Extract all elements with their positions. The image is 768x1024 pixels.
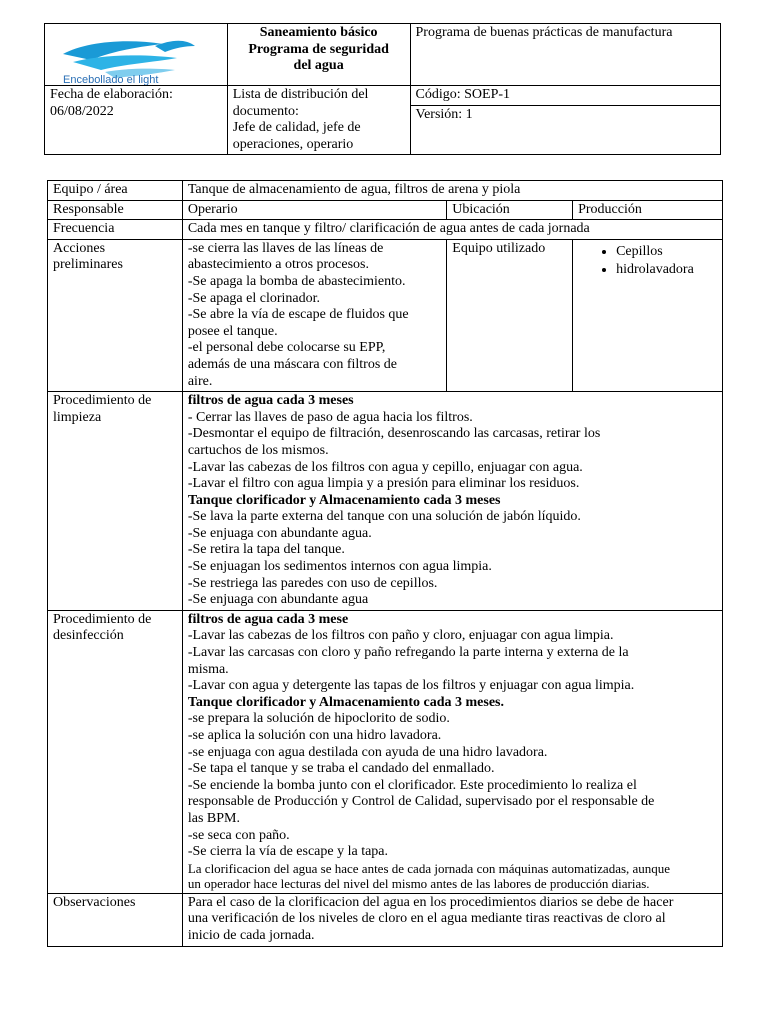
list-item: • hidrolavadora [616, 261, 717, 279]
row-equipo: Equipo / área Tanque de almacenamiento de agua, filtros de arena y piola [48, 181, 723, 201]
document-title: Saneamiento básico Programa de seguridad del agua [227, 24, 410, 86]
procedure-table [47, 180, 723, 947]
logo [45, 24, 228, 86]
codigo: Código: SOEP-1 [410, 86, 720, 106]
acciones-list: -se cierra las llaves de las líneas de abastecimiento a otros procesos. -Se apaga la bomba de abastecimiento. -Se apaga el clorinador. -Se abre la vía de escape de fluidos que posee el tanque. -el personal debe colocarse su EPP, además de una máscara con filtros de aire. [182, 239, 446, 391]
equipo-utilizado-list [573, 239, 723, 391]
observaciones-content: Para el caso de la clorificacion del agua en los procedimientos diarios se debe de hacer una verificación de los niveles de cloro en el agua mediante tiras reactivas de cloro al inicio de cada jornada. [182, 893, 722, 946]
document-header [44, 23, 721, 155]
limpieza-content: filtros de agua cada 3 meses - Cerrar las llaves de paso de agua hacia los filtros. -Desmontar el equipo de filtración, desenroscando las carcasas, retirar los cartuchos de los mismos. -Lavar las cabezas de los filtros con agua y cepillo, enjuagar con agua. -Lavar el filtro con agua limpia y a presión para eliminar los residuos. Tanque clorificador y Almacenamiento cada 3 meses -Se lava la parte externa del tanque con una solución de jabón líquido. -Se enjuaga con abundante agua. -Se retira la tapa del tanque. -Se enjuagan los sedimentos internos con agua limpia. -Se restriega las paredes con uso de cepillos. -Se enjuaga con abundante agua [182, 392, 722, 611]
row-procedimiento-desinfeccion: Procedimiento de desinfección filtros de agua cada 3 mese -Lavar las cabezas de los filtros con paño y cloro, enjuagar con agua limpia. -Lavar las carcasas con cloro y paño refregando la parte interna y externa de la misma. -Lavar con agua y detergente las tapas de los filtros y enjuagar con agua limpia. Tanque clorificador y Almacenamiento cada 3 meses. -se prepara la solución de hipoclorito de sodio. -se aplica la solución con una hidro lavadora. -se enjuaga con agua destilada con ayuda de una hidro lavadora. -Se tapa el tanque y se traba el candado del enmallado. -Se enciende la bomba junto con el clorificador. Este procedimiento lo realiza el responsable de Producción y Control de Calidad, supervisado por el responsable de las BPM. -se seca con paño. -Se cierra la vía de escape y la tapa. La clorificacion del agua se hace antes de cada jornada con máquinas automatizadas, aunque un operador hace lecturas del nivel del mismo antes de las labores de producción diarias. [48, 610, 723, 893]
version: Versión: 1 [410, 106, 720, 155]
program-name: Programa de buenas prácticas de manufactura [410, 24, 720, 86]
row-frecuencia: Frecuencia Cada mes en tanque y filtro/ clarificación de agua antes de cada jornada [48, 220, 723, 240]
row-acciones-preliminares: Acciones preliminares -se cierra las llaves de las líneas de abastecimiento a otros procesos. -Se apaga la bomba de abastecimiento. -Se apaga el clorinador. -Se abre la vía de escape de fluidos que posee el tanque. -el personal debe colocarse su EPP, además de una máscara con filtros de aire. Equipo utilizado • Cepillos • hidrolavadora [48, 239, 723, 391]
list-item: • Cepillos [616, 243, 717, 261]
logo-text: Encebollado el light [63, 74, 159, 86]
row-responsable: Responsable Operario Ubicación Producción [48, 200, 723, 220]
row-observaciones: Observaciones Para el caso de la clorificacion del agua en los procedimientos diarios se debe de hacer una verificación de los niveles de cloro en el agua mediante tiras reactivas de cloro al inicio de cada jornada. [48, 893, 723, 946]
fecha-elaboracion: Fecha de elaboración: 06/08/2022 [45, 86, 228, 155]
row-procedimiento-limpieza: Procedimiento de limpieza filtros de agua cada 3 meses - Cerrar las llaves de paso de agua hacia los filtros. -Desmontar el equipo de filtración, desenroscando las carcasas, retirar los cartuchos de los mismos. -Lavar las cabezas de los filtros con agua y cepillo, enjuagar con agua. -Lavar el filtro con agua limpia y a presión para eliminar los residuos. Tanque clorificador y Almacenamiento cada 3 meses -Se lava la parte externa del tanque con una solución de jabón líquido. -Se enjuaga con abundante agua. -Se retira la tapa del tanque. -Se enjuagan los sedimentos internos con agua limpia. -Se restriega las paredes con uso de cepillos. -Se enjuaga con abundante agua [48, 392, 723, 611]
lista-distribucion: Lista de distribución del documento: Jefe de calidad, jefe de operaciones, operario [227, 86, 410, 155]
desinfeccion-content: filtros de agua cada 3 mese -Lavar las cabezas de los filtros con paño y cloro, enjuagar con agua limpia. -Lavar las carcasas con cloro y paño refregando la parte interna y externa de la misma. -Lavar con agua y detergente las tapas de los filtros y enjuagar con agua limpia. Tanque clorificador y Almacenamiento cada 3 meses. -se prepara la solución de hipoclorito de sodio. -se aplica la solución con una hidro lavadora. -se enjuaga con agua destilada con ayuda de una hidro lavadora. -Se tapa el tanque y se traba el candado del enmallado. -Se enciende la bomba junto con el clorificador. Este procedimiento lo realiza el responsable de Producción y Control de Calidad, supervisado por el responsable de las BPM. -se seca con paño. -Se cierra la vía de escape y la tapa. La clorificacion del agua se hace antes de cada jornada con máquinas automatizadas, aunque un operador hace lecturas del nivel del mismo antes de las labores de producción diarias. [182, 610, 722, 893]
